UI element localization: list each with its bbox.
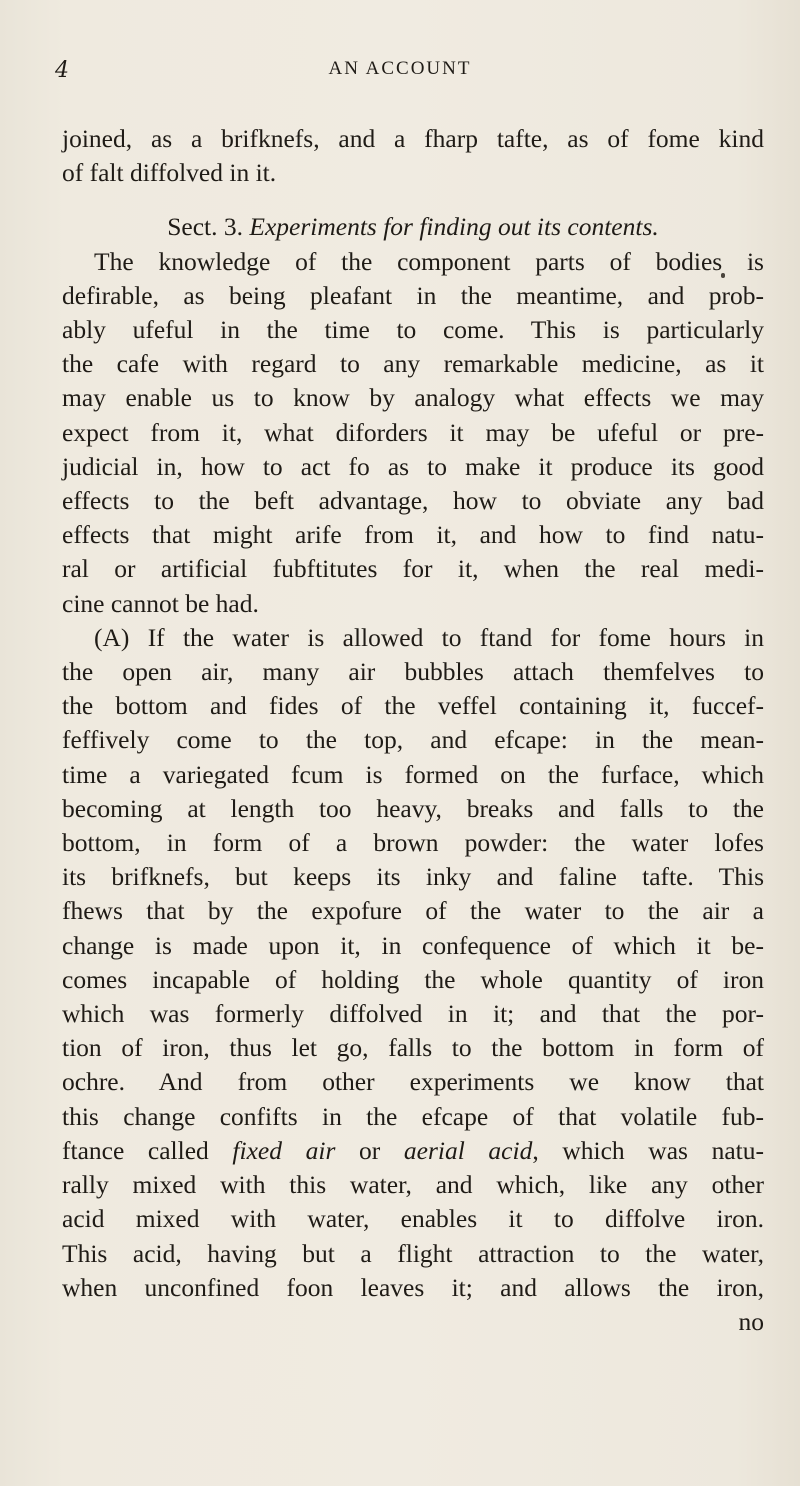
catchword: no bbox=[738, 1306, 764, 1336]
section-title: Experiments for finding out its contents. bbox=[249, 212, 659, 242]
text-line: its brifknefs, but keeps its inky and faline tafte. This bbox=[62, 862, 764, 892]
text-line: this change confifts in the efcape of that volatile fub- bbox=[62, 1101, 764, 1131]
text-line: ral or artificial fubftitutes for it, when the real medi- bbox=[62, 554, 764, 584]
text-line: (A) If the water is allowed to ftand for fome hours in bbox=[94, 622, 764, 652]
term-fixed-air: fixed air bbox=[232, 1135, 336, 1165]
text-line: change is made upon it, in confequence of which it be- bbox=[62, 930, 764, 960]
text-line: ably ufeful in the time to come. This is particularly bbox=[62, 315, 764, 345]
text-line: of falt diffolved in it. bbox=[62, 158, 277, 188]
text-run: ftance called bbox=[62, 1135, 233, 1165]
text-line: joined, as a brifknefs, and a fharp tafte, as of fome kind bbox=[62, 124, 764, 153]
text-line: becoming at length too heavy, breaks and falls to the bbox=[62, 793, 764, 823]
text-line: feffively come to the top, and efcape: in the mean- bbox=[62, 725, 764, 755]
text-line-italic-terms bbox=[62, 1134, 764, 1168]
running-title: AN ACCOUNT bbox=[328, 58, 472, 79]
text-line: bottom, in form of a brown powder: the water lofes bbox=[62, 828, 764, 858]
text-line: rally mixed with this water, and which, like any other bbox=[62, 1170, 764, 1200]
text-line: judicial in, how to act fo as to make it produce its good bbox=[62, 451, 764, 481]
body-text bbox=[62, 122, 764, 1339]
text-line: effects that might arife from it, and how to find natu- bbox=[62, 520, 764, 550]
text-line: which was formerly diffolved in it; and that the por- bbox=[62, 999, 764, 1029]
text-line: time a variegated fcum is formed on the furface, which bbox=[62, 759, 764, 789]
text-line: The knowledge of the component parts of bodies is bbox=[94, 246, 764, 276]
section-heading-line bbox=[62, 210, 764, 244]
text-line: ochre. And from other experiments we know that bbox=[62, 1067, 764, 1097]
term-aerial-acid: aerial acid bbox=[403, 1135, 533, 1165]
main-paragraph bbox=[62, 245, 764, 621]
text-run: or bbox=[335, 1135, 404, 1165]
intro-paragraph bbox=[62, 122, 764, 190]
running-head bbox=[0, 50, 800, 90]
section-number: Sect. 3. bbox=[167, 212, 243, 242]
text-line: cine cannot be had. bbox=[62, 588, 259, 618]
text-line: comes incapable of holding the whole quantity of iron bbox=[62, 964, 764, 994]
page-number: 4 bbox=[55, 58, 69, 83]
text-line: the open air, many air bubbles attach themfelves to bbox=[62, 657, 764, 687]
text-line: fhews that by the expofure of the water to the air a bbox=[62, 896, 764, 926]
text-line: the cafe with regard to any remarkable medicine, as it bbox=[62, 349, 764, 379]
text-line: when unconfined foon leaves it; and allows the iron, bbox=[62, 1272, 764, 1302]
text-run: , which was natu- bbox=[532, 1135, 764, 1165]
text-line: This acid, having but a flight attraction to the water, bbox=[62, 1238, 764, 1268]
text-line: tion of iron, thus let go, falls to the bottom in form of bbox=[62, 1033, 764, 1063]
section-heading bbox=[62, 210, 764, 244]
text-line: acid mixed with water, enables it to diffolve iron. bbox=[62, 1204, 764, 1234]
text-line: expect from it, what diforders it may be ufeful or pre- bbox=[62, 417, 764, 447]
text-line: may enable us to know by analogy what effects we may bbox=[62, 383, 764, 413]
text-line: effects to the beft advantage, how to obviate any bad bbox=[62, 486, 764, 516]
text-line: the bottom and fides of the veffel containing it, fuccef- bbox=[62, 691, 764, 721]
paragraph-a bbox=[62, 621, 764, 1339]
text-line: defirable, as being pleafant in the meantime, and prob- bbox=[62, 280, 764, 310]
